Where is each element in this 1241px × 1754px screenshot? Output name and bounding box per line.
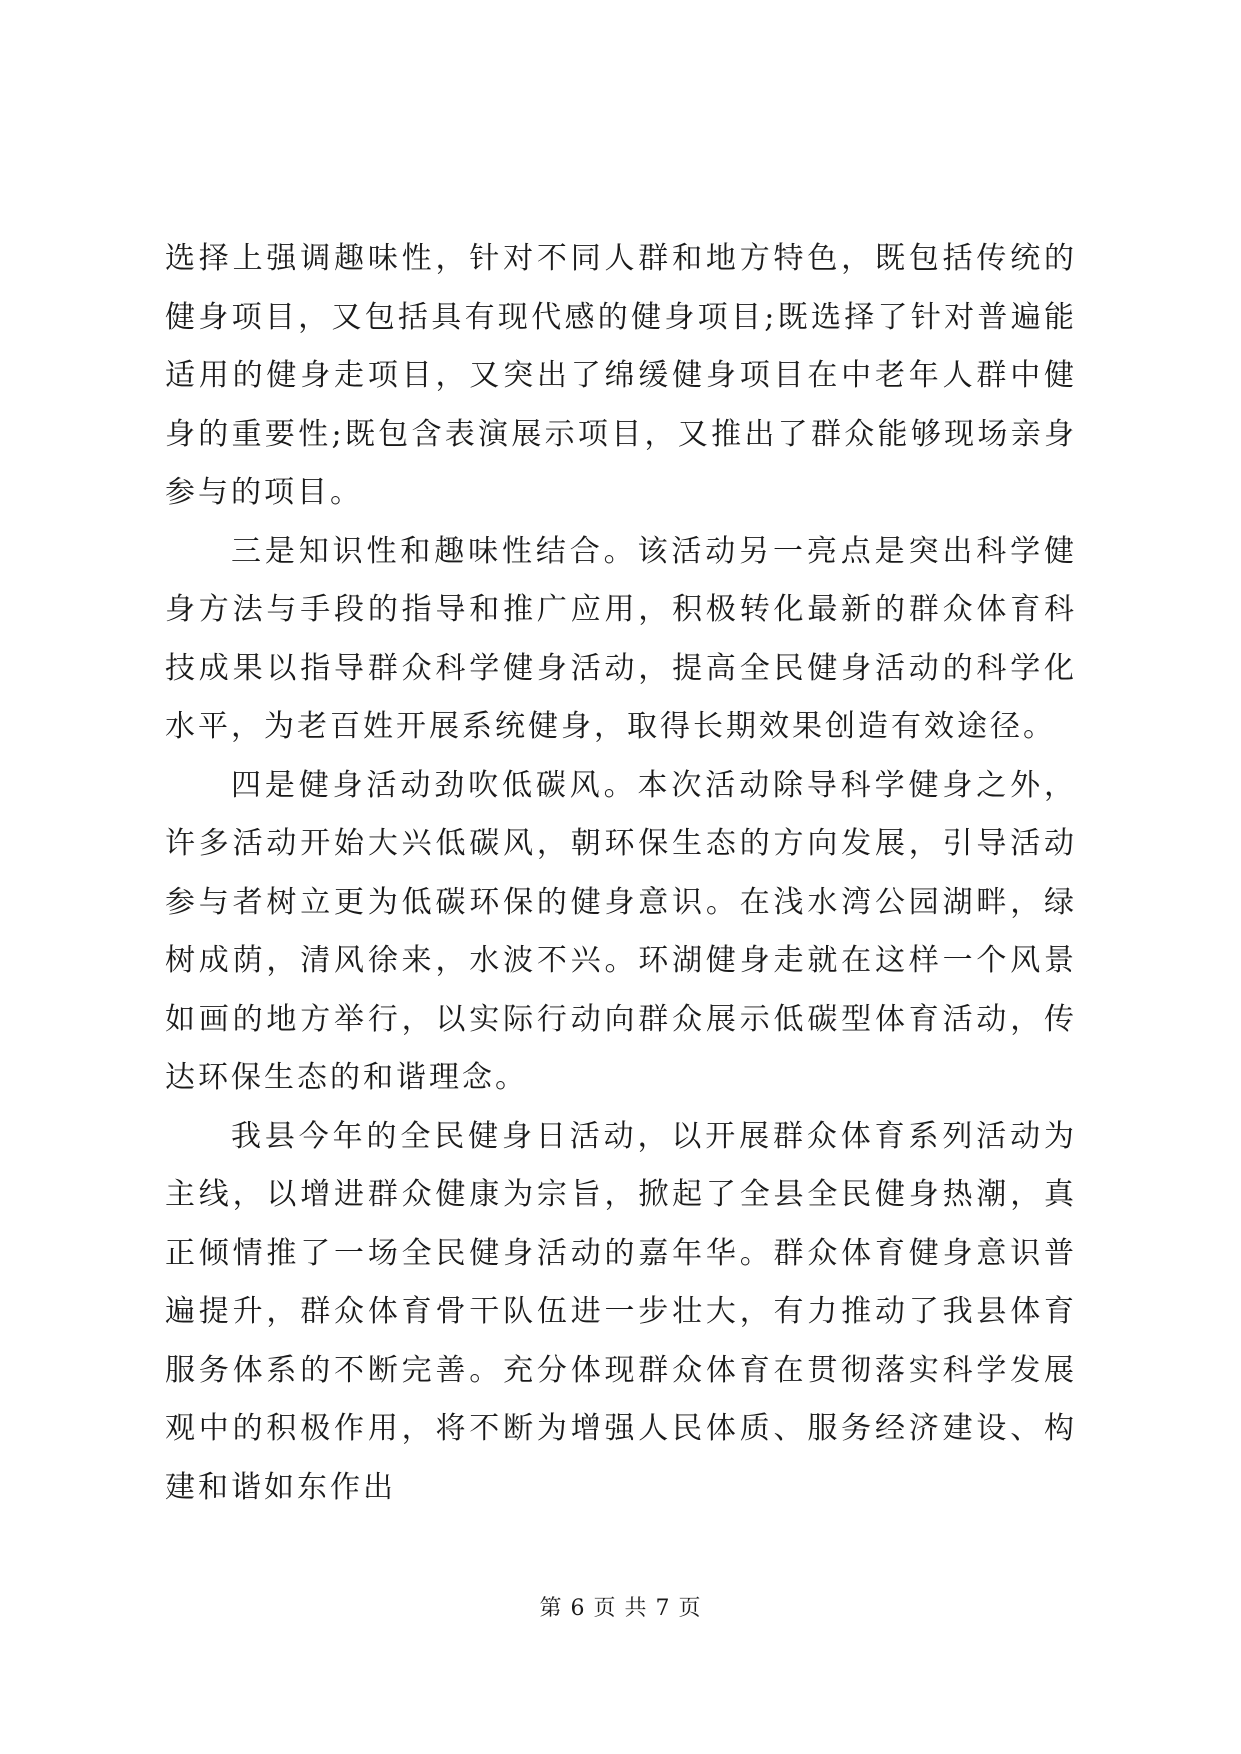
paragraph-4: 我县今年的全民健身日活动，以开展群众体育系列活动为主线，以增进群众健康为宗旨，掀起了全县全民健身热潮，真正倾情推了一场全民健身活动的嘉年华。群众体育健身意识普遍提升，群众体育骨干队伍进一步壮大，有力推动了我县体育服务体系的不断完善。充分体现群众体育在贯彻落实科学发展观中的积极作用，将不断为增强人民体质、服务经济建设、构建和谐如东作出 <box>165 1118 1077 1505</box>
paragraph-1: 选择上强调趣味性，针对不同人群和地方特色，既包括传统的健身项目，又包括具有现代感的健身项目;既选择了针对普遍能适用的健身走项目，又突出了绵缓健身项目在中老年人群中健身的重要性;既包含表演展示项目，又推出了群众能够现场亲身参与的项目。 <box>165 241 1077 510</box>
page-number-footer <box>0 1591 1241 1622</box>
document-body <box>165 230 1077 1517</box>
paragraph-2: 三是知识性和趣味性结合。该活动另一亮点是突出科学健身方法与手段的指导和推广应用，积极转化最新的群众体育科技成果以指导群众科学健身活动，提高全民健身活动的科学化水平，为老百姓开展系统健身，取得长期效果创造有效途径。 <box>165 533 1077 744</box>
paragraph-3: 四是健身活动劲吹低碳风。本次活动除导科学健身之外，许多活动开始大兴低碳风，朝环保生态的方向发展，引导活动参与者树立更为低碳环保的健身意识。在浅水湾公园湖畔，绿树成荫，清风徐来，水波不兴。环湖健身走就在这样一个风景如画的地方举行，以实际行动向群众展示低碳型体育活动，传达环保生态的和谐理念。 <box>165 767 1077 1095</box>
page-number-label: 第 6 页 共 7 页 <box>539 1596 702 1621</box>
